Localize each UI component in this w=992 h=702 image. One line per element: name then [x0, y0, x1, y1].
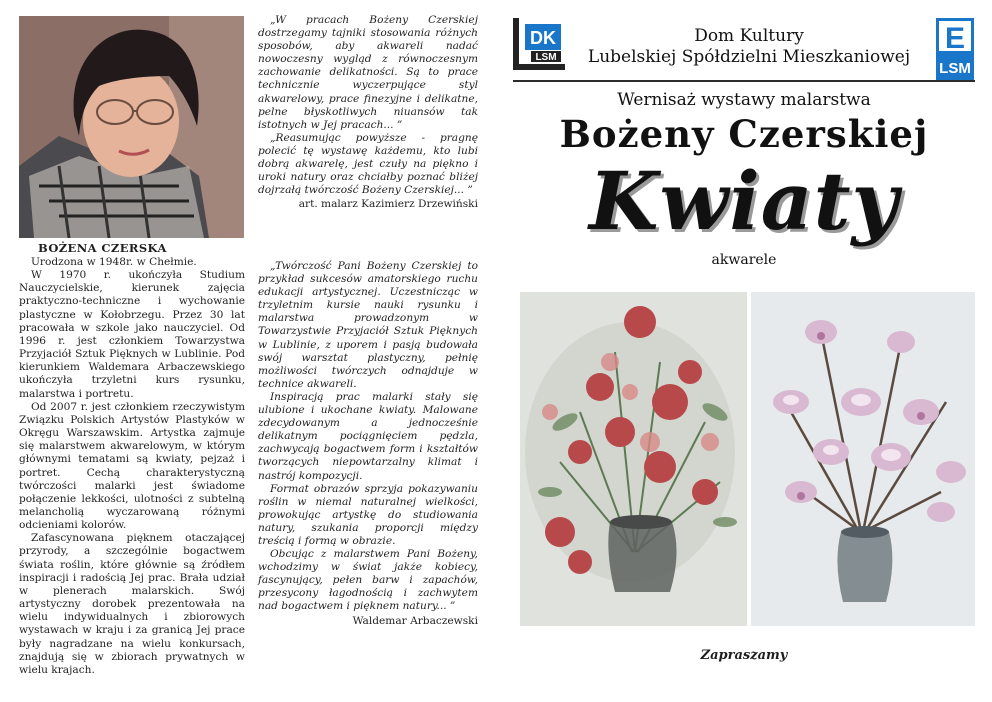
critic-quote-2: [258, 260, 478, 628]
header-divider: [513, 80, 975, 82]
e-lsm-logo: [936, 18, 974, 80]
quote-paragraph: Obcując z malarstwem Pani Bożeny, wchodzimy w świat jakże kobiecy, fascynujący, pełen barw i zapachów, przesycony łagodnością i zachwytem nad bogactwem i pięknem natury... ”: [258, 548, 478, 613]
quote-paragraph: „W pracach Bożeny Czerskiej dostrzegamy tajniki stosowania różnych sposobów, aby akwareli nadać nowoczesny wygląd z równoczesnym zachowanie delikatności. Są to prace technicznie wyczerpujące styl akwarelowy, prace finezyjne i delikatne, pelne błyskotliwych niuansów tak istotnych w Jej pracach... ”: [258, 14, 478, 131]
logo-left-bottom-text: LSM: [535, 52, 557, 63]
exhibition-title: Kwiaty: [588, 154, 900, 248]
org-line-2: Lubelskiej Spółdzielni Mieszkaniowej: [587, 47, 911, 67]
organizer-name: [570, 26, 928, 68]
logo-right-letter: E: [944, 22, 966, 55]
bio-paragraph: Zafascynowana pięknem otaczającej przyrody, a szczególnie bogactwem świata roślin, które głównie są źródłem inspiracji i radością Jej prac. Brała udział w plenerach malarskich. Swój artystyczny dorobek prezentowała na wielu indywidualnych i zbiorowych wystawach w kraju i za granicą Jej prace były nagradzane na wielu konkursach, znajdują się w zbiorach prywatnych w wielu krajach.: [19, 532, 245, 676]
medium-label: akwarele: [711, 252, 777, 268]
quote-paragraph: „Reasumując powyższe - pragnę polecić tę wystawę każdemu, kto lubi dobrą akwarelę, jest czuły na piękno i uroki natury oraz chciałby poznać bliżej dojrzałą twórczość Bożeny Czerskiej... ”: [258, 131, 478, 197]
bio-paragraph: Od 2007 r. jest członkiem rzeczywistym Związku Polskich Artystów Plastyków w Okręgu Warszawskim. Artystka zajmuje się malarstwem akwarelowym, w którym głównymi tematami są kwiaty, pejzaż i portret. Cechą charakterystyczną twórczości malarki jest świadome połączenie lekkości, ulotności z subtelną melancholią wyczarowaną różnymi odcieniami kolorów.: [19, 400, 245, 532]
artist-headline: Bożeny Czerskiej: [559, 112, 929, 156]
logo-left-top-text: DK: [530, 28, 556, 48]
painting-magnolias: [751, 292, 975, 626]
quote-paragraph: Format obrazów sprzyja pokazywaniu roślin w niemal naturalnej wielkości, prowokując artystkę do studiowania natury, szukania proporcji między treścią i formą w obrazie.: [258, 482, 478, 547]
artist-bio: [19, 256, 245, 677]
critic-quote-1: [258, 14, 478, 211]
logo-right-bottom-text: LSM: [939, 60, 971, 77]
bio-paragraph: Urodzona w 1948r. w Chełmie.: [31, 256, 197, 268]
quote-author: Waldemar Arbaczewski: [352, 614, 478, 627]
quote-author: art. malarz Kazimierz Drzewiński: [298, 198, 478, 211]
quote-paragraph: Inspiracją prac malarki stały się ulubione i ukochane kwiaty. Malowane zdecydowanym a jednocześnie delikatnym pociągnięciem pędzla, zachwycają bogactwem form i kształtów tworzących niepowtarzalny klimat i nastrój kompozycji.: [258, 390, 478, 482]
bio-paragraph: W 1970 r. ukończyła Studium Nauczycielskie, kierunek zajęcia praktyczno-techniczne i wychowanie plastyczne w Kołobrzegu. Przez 30 lat pracowała w szkole jako nauczyciel. Od 1996 r. jest członkiem Towarzystwa Przyjaciół Sztuk Pięknych w Lublinie. Pod kierunkiem Waldemara Arbaczewskiego ukończyła trzyletni kurs rysunku, malarstwa i portretu.: [19, 269, 245, 400]
quote-paragraph: „Twórczość Pani Bożeny Czerskiej to przykład sukcesów amatorskiego ruchu edukacji artystycznej. Uczestnicząc w trzyletnim kursie nauki rysunku i malarstwa prowadzonym w Towarzystwie Przyjaciół Sztuk Pięknych w Lublinie, z uporem i pasją budowała swój warsztat plastyczny, pełnię możliwości twórczych odnajduje w technice akwareli.: [258, 260, 478, 390]
invitation-text: Zapraszamy: [700, 648, 788, 663]
artist-photo: [19, 16, 244, 238]
painting-red-flowers: [520, 292, 747, 626]
artist-name-heading: BOŻENA CZERSKA: [38, 241, 167, 255]
org-line-1: Dom Kultury: [694, 26, 804, 46]
event-subtitle: Wernisaż wystawy malarstwa: [617, 90, 871, 110]
dk-lsm-logo: [513, 18, 565, 70]
